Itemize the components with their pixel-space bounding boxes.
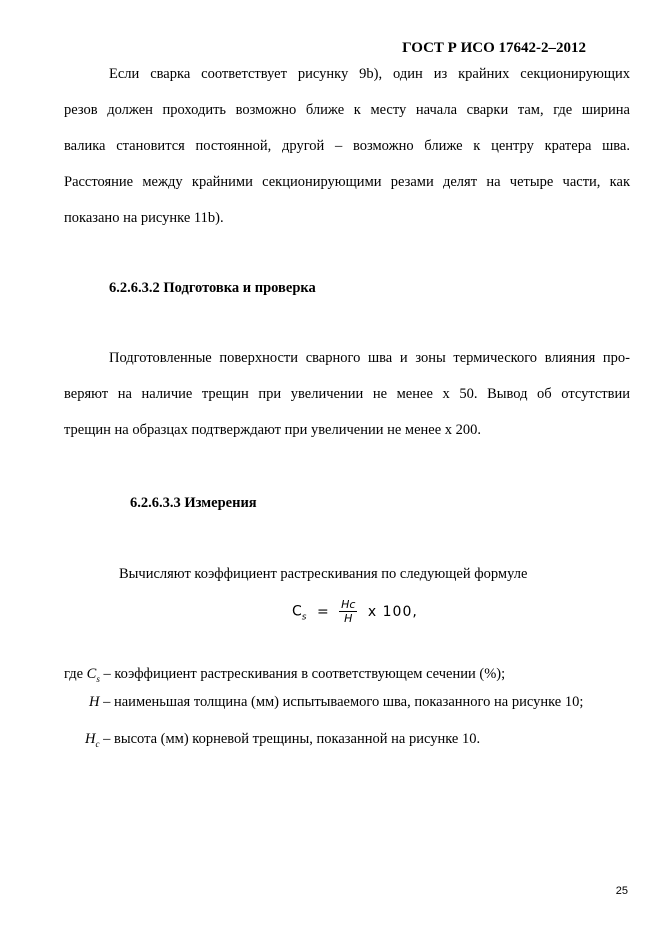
formula-denominator: H [344, 612, 353, 625]
definition-text: – наименьшая толщина (мм) испытываемого шва, показанного на рисунке 10; [103, 694, 584, 710]
paragraph-inspection [64, 348, 630, 456]
paragraph-line: трещин на образцах подтверждают при увеличении не менее х 200. [64, 422, 482, 438]
paragraph-section-cutting [64, 64, 630, 244]
paragraph-line: Подготовленные поверхности сварного шва и зоны термического влияния про- [109, 350, 630, 366]
definition-cs [64, 666, 505, 684]
definition-symbol: H [89, 694, 100, 710]
formula-lhs: C [292, 603, 302, 620]
formula-fraction [339, 598, 357, 625]
paragraph-line: веряют на наличие трещин при увеличении не менее х 50. Вывод об отсутствии [64, 386, 630, 402]
paragraph-line: показано на рисунке 11b). [64, 210, 224, 226]
paragraph-line: валика становится постоянной, другой – возможно ближе к центру кратера шва. [64, 138, 630, 154]
formula-numerator: Hc [341, 598, 356, 611]
formula-equals: = [316, 603, 329, 620]
definition-symbol: C [86, 666, 97, 682]
formula-intro-text: Вычисляют коэффициент растрескивания по следующей формуле [119, 566, 528, 582]
formula-lhs-sub: s [301, 612, 307, 623]
definition-symbol-sub: s [96, 673, 100, 684]
definition-hc [85, 731, 480, 749]
definition-prefix: где [64, 666, 84, 682]
page-number: 25 [615, 885, 628, 897]
section-heading-measurements: 6.2.6.3.3 Измерения [130, 495, 257, 511]
paragraph-line: Расстояние между крайними секционирующими резами делят на четыре части, как [64, 174, 630, 190]
definition-text: – коэффициент растрескивания в соответствующем сечении (%); [103, 666, 506, 682]
document-header: ГОСТ Р ИСО 17642-2–2012 [402, 40, 586, 56]
definition-symbol: H [85, 731, 96, 747]
formula-tail: x 100, [367, 603, 418, 620]
section-heading-preparation: 6.2.6.3.2 Подготовка и проверка [109, 280, 316, 296]
definition-h [89, 694, 583, 711]
definition-symbol-sub: c [95, 738, 100, 749]
definition-text: – высота (мм) корневой трещины, показанной на рисунке 10. [103, 731, 481, 747]
paragraph-line: резов должен проходить возможно ближе к месту начала сварки там, где ширина [64, 102, 630, 118]
paragraph-line: Если сварка соответствует рисунку 9b), один из крайних секционирующих [109, 66, 630, 82]
crack-ratio-formula [292, 598, 418, 625]
